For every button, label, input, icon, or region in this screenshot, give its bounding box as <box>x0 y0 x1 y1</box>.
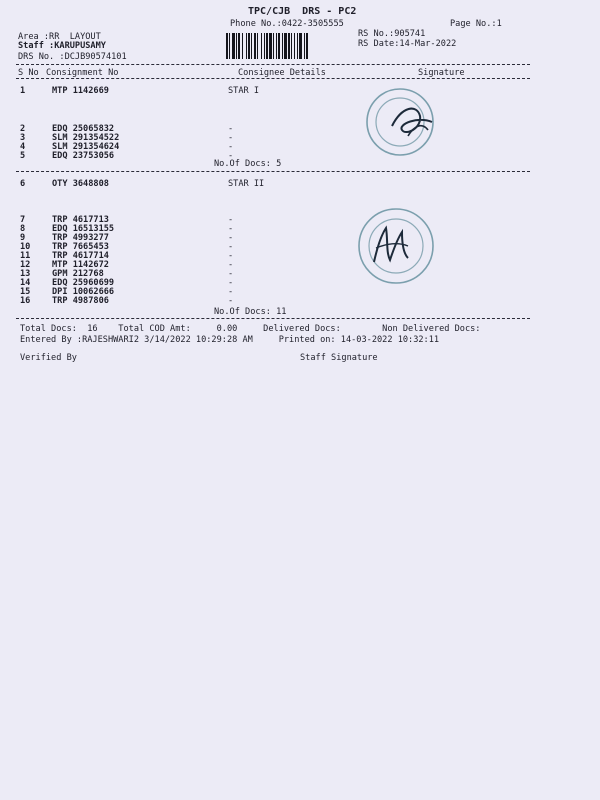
row-consignee-details: - <box>228 151 234 161</box>
row-sno: 11 <box>20 251 31 261</box>
row-consignment-no: EDQ 25065832 <box>52 124 115 134</box>
table-row <box>0 179 600 189</box>
column-header-consignment: Consignment No <box>46 68 119 78</box>
table-row <box>0 86 600 96</box>
row-sno: 6 <box>20 179 26 189</box>
column-header-consignee: Consignee Details <box>238 68 326 78</box>
phone-number: Phone No.:0422-3505555 <box>230 19 344 29</box>
row-consignment-no: SLM 291354522 <box>52 133 120 143</box>
row-sno: 8 <box>20 224 26 234</box>
document-title: TPC/CJB DRS - PC2 <box>248 6 357 17</box>
row-consignment-no: GPM 212768 <box>52 269 104 279</box>
row-consignee-details: - <box>228 278 234 288</box>
column-header-signature: Signature <box>418 68 465 78</box>
group-doc-count: No.Of Docs: 11 <box>214 307 287 317</box>
row-consignee-details: - <box>228 242 234 252</box>
row-consignment-no: TRP 4617713 <box>52 215 109 225</box>
barcode <box>226 33 354 59</box>
row-consignee-details: - <box>228 124 234 134</box>
row-consignment-no: EDQ 23753056 <box>52 151 115 161</box>
seal-stamp-icon <box>362 86 452 162</box>
entered-by-line: Entered By :RAJESHWARI2 3/14/2022 10:29:28 AM Printed on: 14-03-2022 10:32:11 <box>20 335 440 345</box>
seal-stamp-icon <box>346 204 442 288</box>
row-consignee-details: - <box>228 251 234 261</box>
row-consignment-no: MTP 1142669 <box>52 86 109 96</box>
row-sno: 4 <box>20 142 26 152</box>
row-consignee-details: - <box>228 133 234 143</box>
rs-number: RS No.:905741 <box>358 29 426 39</box>
row-consignee-details: STAR II <box>228 179 265 189</box>
row-consignee-details: - <box>228 224 234 234</box>
row-consignee-details: - <box>228 260 234 270</box>
row-sno: 9 <box>20 233 26 243</box>
divider <box>16 171 530 172</box>
row-consignment-no: TRP 7665453 <box>52 242 109 252</box>
staff-label <box>18 41 106 51</box>
verified-by-label: Verified By <box>20 353 77 363</box>
staff-name: KARUPUSAMY <box>54 41 106 51</box>
row-sno: 2 <box>20 124 26 134</box>
row-consignment-no: EDQ 16513155 <box>52 224 115 234</box>
group-doc-count: No.Of Docs: 5 <box>214 159 282 169</box>
totals-line: Total Docs: 16 Total COD Amt: 0.00 Delivered Docs: Non Delivered Docs: <box>20 324 481 334</box>
row-sno: 10 <box>20 242 31 252</box>
row-consignee-details: - <box>228 287 234 297</box>
row-consignee-details: - <box>228 296 234 306</box>
divider <box>16 78 530 79</box>
row-sno: 16 <box>20 296 31 306</box>
row-consignee-details: - <box>228 142 234 152</box>
divider <box>16 64 530 65</box>
row-consignment-no: MTP 1142672 <box>52 260 109 270</box>
divider <box>16 318 530 319</box>
row-consignment-no: TRP 4993277 <box>52 233 109 243</box>
row-sno: 13 <box>20 269 31 279</box>
table-row <box>0 296 600 306</box>
row-sno: 5 <box>20 151 26 161</box>
page-number: Page No.:1 <box>450 19 502 29</box>
row-sno: 1 <box>20 86 26 96</box>
row-consignment-no: TRP 4987806 <box>52 296 109 306</box>
staff-prefix: Staff : <box>18 41 55 51</box>
row-sno: 7 <box>20 215 26 225</box>
row-sno: 14 <box>20 278 31 288</box>
barcode-bar <box>308 33 309 59</box>
row-consignee-details: - <box>228 233 234 243</box>
row-consignee-details: - <box>228 215 234 225</box>
row-sno: 15 <box>20 287 31 297</box>
row-sno: 3 <box>20 133 26 143</box>
table-row <box>0 151 600 161</box>
row-consignment-no: OTY 3648808 <box>52 179 109 189</box>
row-consignment-no: DPI 10062666 <box>52 287 115 297</box>
row-consignment-no: EDQ 25960699 <box>52 278 115 288</box>
column-header-sno: S No <box>18 68 39 78</box>
row-consignee-details: STAR I <box>228 86 260 96</box>
row-sno: 12 <box>20 260 31 270</box>
area-label: Area :RR LAYOUT <box>18 32 101 42</box>
row-consignee-details: - <box>228 269 234 279</box>
row-consignment-no: TRP 4617714 <box>52 251 109 261</box>
staff-signature-label: Staff Signature <box>300 353 378 363</box>
row-consignment-no: SLM 291354624 <box>52 142 120 152</box>
drs-number: DRS No. :DCJB90574101 <box>18 52 127 62</box>
rs-date: RS Date:14-Mar-2022 <box>358 39 457 49</box>
